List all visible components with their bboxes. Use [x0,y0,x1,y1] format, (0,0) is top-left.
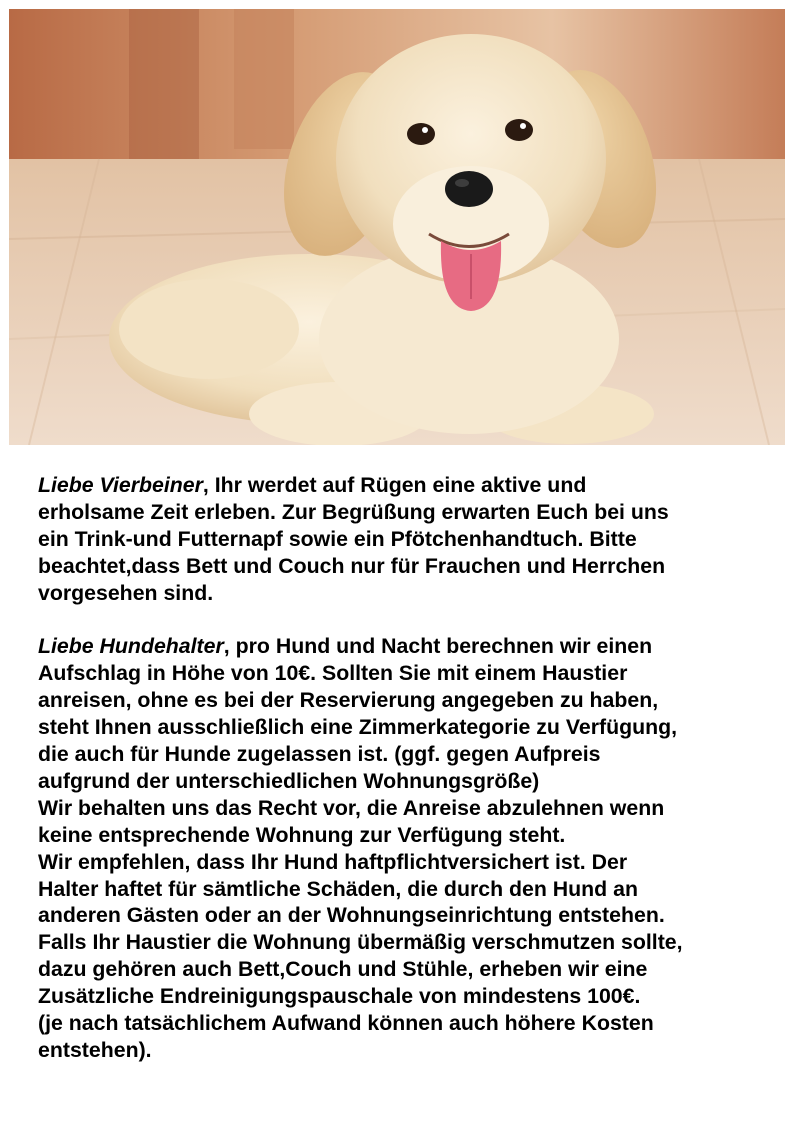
text-line: aufgrund der unterschiedlichen Wohnungsgröße) [38,768,540,793]
text-line: , Ihr werdet auf Rügen eine aktive und [202,473,587,497]
text-line: (je nach tatsächlichem Aufwand können auch höhere Kosten [38,1011,654,1036]
greeting-dogs: Liebe Vierbeiner [38,473,203,497]
text-line: anderen Gästen oder an der Wohnungseinrichtung entstehen. [38,903,665,928]
text-line: Aufschlag in Höhe von 10€. Sollten Sie mit einem Haustier [38,661,628,686]
paragraph-dogs [38,472,778,607]
greeting-owners: Liebe Hundehalter [38,634,224,659]
paragraph-owners [38,633,778,1064]
text-line: anreisen, ohne es bei der Reservierung angegeben zu haben, [38,688,659,713]
puppy-illustration [9,9,785,445]
text-line: Halter haftet für sämtliche Schäden, die durch den Hund an [38,876,638,901]
text-line: Wir behalten uns das Recht vor, die Anreise abzulehnen wenn [38,795,665,820]
text-line: entstehen). [38,1038,152,1063]
text-line: Falls Ihr Haustier die Wohnung übermäßig verschmutzen sollte, [38,930,683,955]
text-line: beachtet,dass Bett und Couch nur für Frauchen und Herrchen [38,553,666,578]
text-line: die auch für Hunde zugelassen ist. (ggf. gegen Aufpreis [38,742,601,767]
text-line: Zusätzliche Endreinigungspauschale von mindestens 100€. [38,984,641,1009]
puppy-photo [9,9,785,445]
text-line: , pro Hund und Nacht berechnen wir einen [223,634,653,659]
text-line: steht Ihnen ausschließlich eine Zimmerkategorie zu Verfügung, [38,715,678,740]
text-line: ein Trink-und Futternapf sowie ein Pfötchenhandtuch. Bitte [38,526,637,551]
text-line: Wir empfehlen, dass Ihr Hund haftpflichtversichert ist. Der [38,849,628,874]
text-line: vorgesehen sind. [38,580,214,605]
text-line: keine entsprechende Wohnung zur Verfügung steht. [38,822,566,847]
text-line: dazu gehören auch Bett,Couch und Stühle, erheben wir eine [38,957,648,982]
text-line: erholsame Zeit erleben. Zur Begrüßung erwarten Euch bei uns [38,499,669,524]
pet-policy-text [38,472,778,1064]
